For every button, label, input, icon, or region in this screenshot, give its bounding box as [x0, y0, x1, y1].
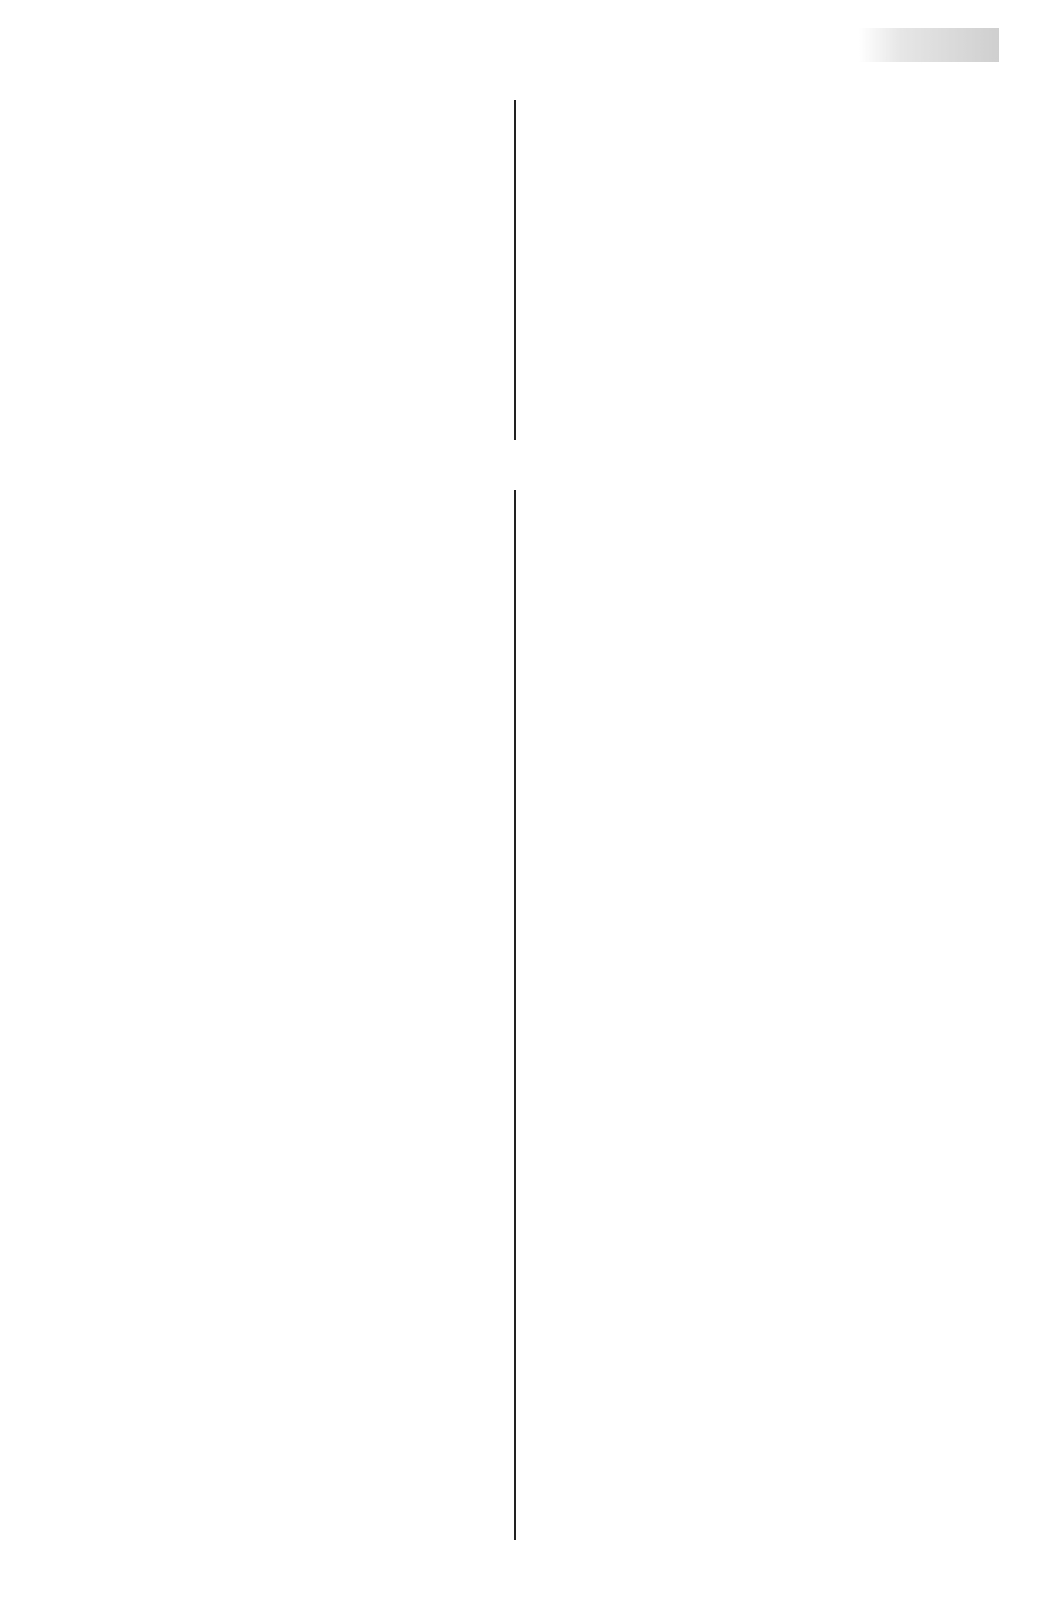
- column-divider-bottom: [514, 490, 516, 1540]
- column-divider-top: [514, 100, 516, 440]
- lesson10-column: [530, 478, 1000, 488]
- header-tab-background: [859, 28, 999, 62]
